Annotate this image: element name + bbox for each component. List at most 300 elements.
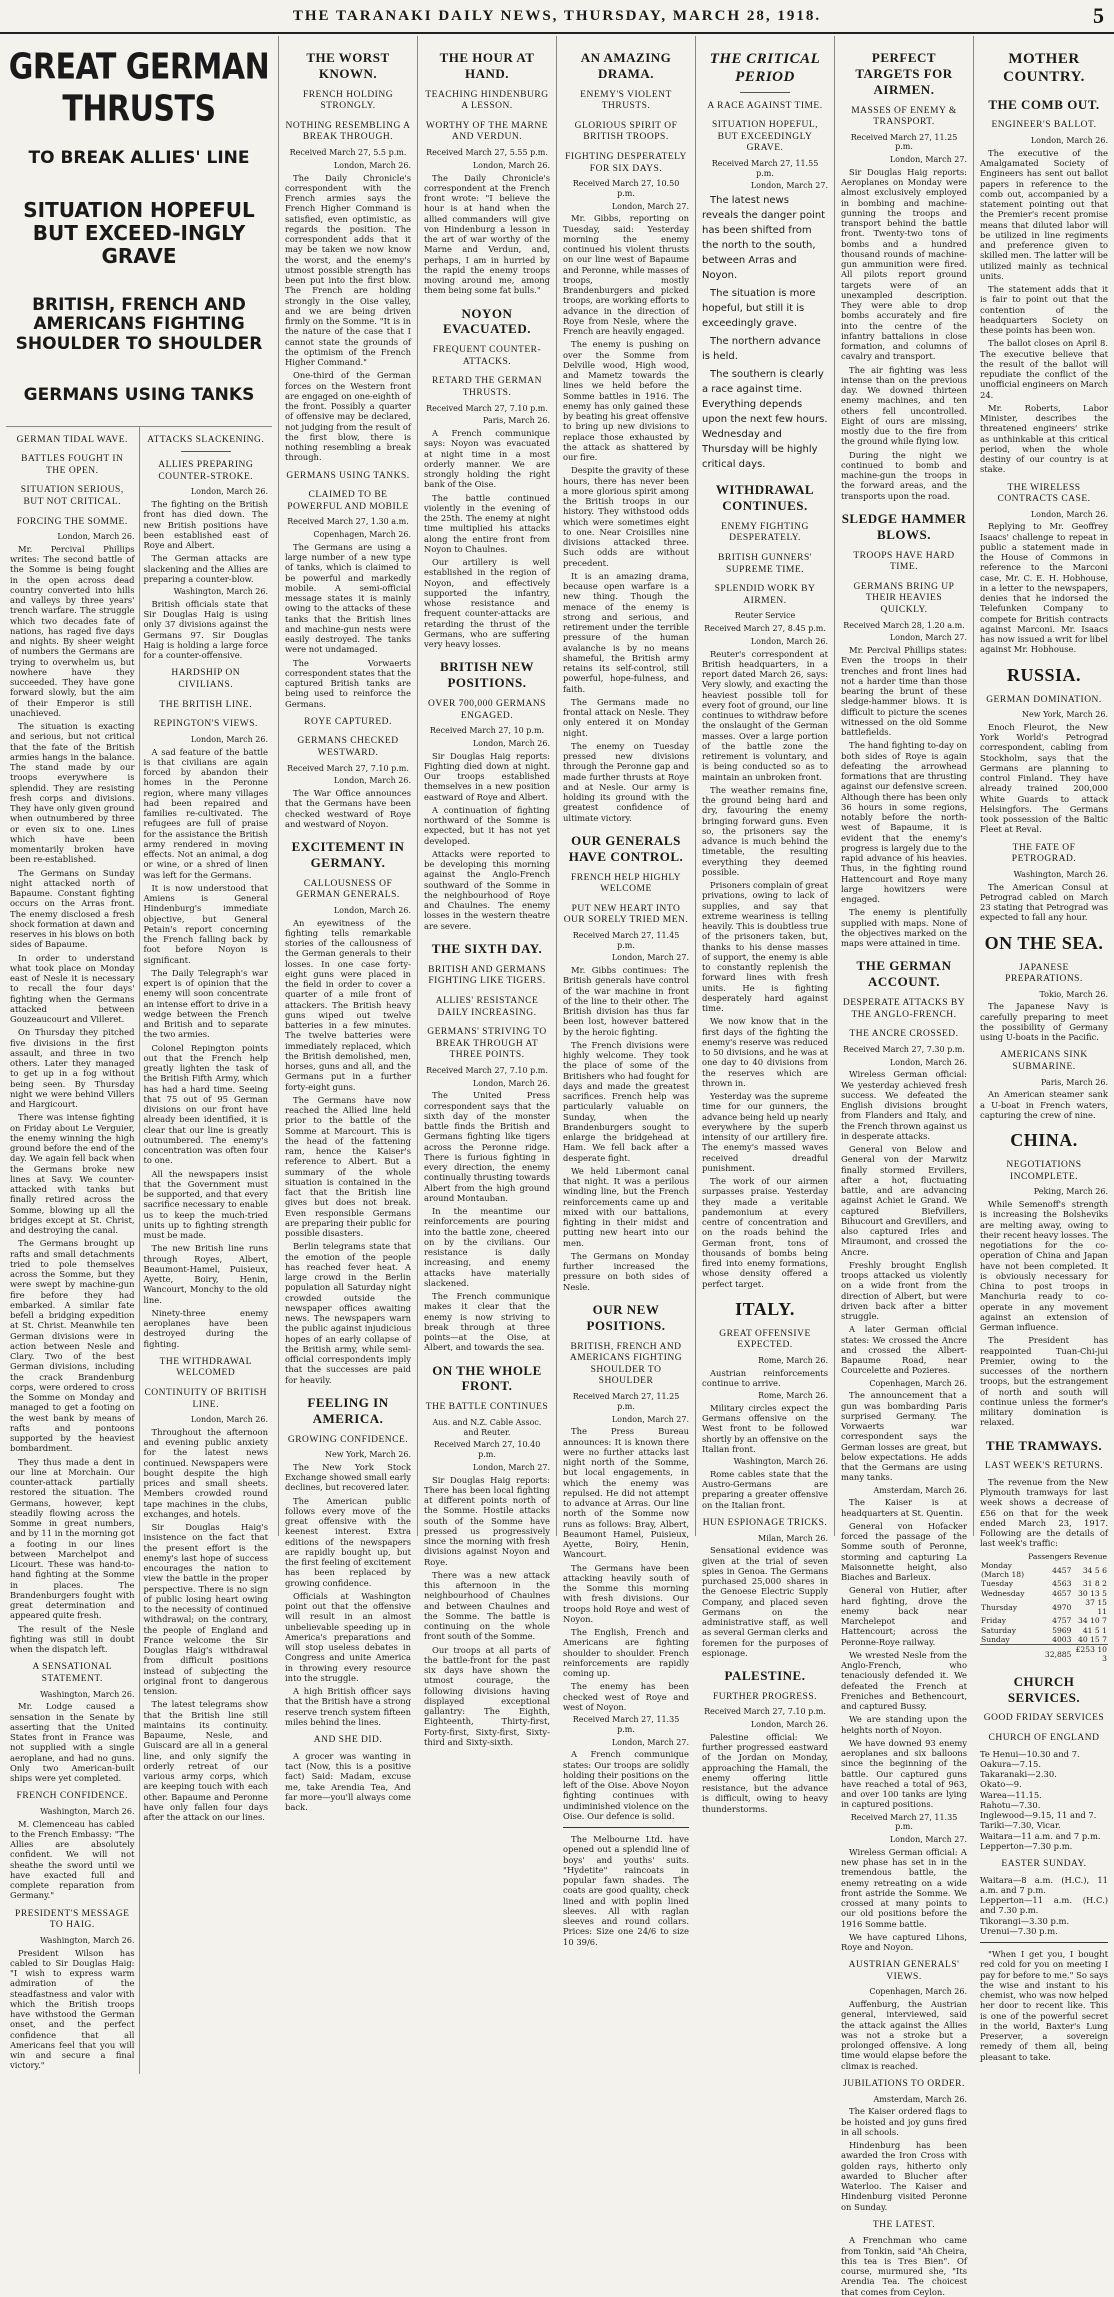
paragraph: Auffenburg, the Austrian general, interviewed, said the attack against the Allies was not a stroke but a prolonged offensive. A long time would elapse before the climax is reached. (841, 1999, 967, 2071)
paragraph: They thus made a dent in our line at Morchain. Our counter-attack partially restored the situation. The Germans, however, kept steadily flowing across the Somme in great numbers, and by 11 in the morning got a footing in our lines between Marchelpot and Licourt. These was hand-to-hand fighting at the Somme in places. The Brandenburgers fought with great determination and appeared quite fresh. (10, 1456, 135, 1621)
paragraph: An eyewitness of the fighting tells remarkable stories of the callousness of the German generals to their losses. In one case forty-eight guns were placed in the field in order to cover a quarter of a mile front of attackers. The British heavy guns wiped out twelve batteries in a few minutes. The twelve batteries were immediately replaced, which the British demolished, men, horses, guns and all, and the Germans put in a further forty-eight guns. (285, 917, 411, 1092)
paragraph: Palestine official: We further progressed eastward of the Jordan on Monday, approaching the Hamali, the enemy offering little resistance, but the advance is difficult, owing to heavy thunderstorms. (702, 1731, 828, 1814)
article-subheading: THE BATTLE CONTINUES (425, 1402, 549, 1413)
service-item: Okato—9. (980, 1779, 1022, 1790)
article-subheading: ENEMY FIGHTING DESPERATELY. (721, 521, 809, 544)
paragraph: Berlin telegrams state that the emotion of the people has reached fever heat. A large crowd in the Berlin population all Saturday night crowded outside the newspaper offices awaiting news. The newspapers warn the public against injudicious hopes of an early collapse of the British army, while semi-official correspondents imply that the successes are paid for heavily. (285, 1241, 411, 1385)
dateline: London, March 27. (611, 1414, 689, 1424)
article-subheading: TEACHING HINDENBURG A LESSON. (425, 89, 549, 112)
article-heading: BRITISH NEW POSITIONS. (440, 659, 534, 691)
dateline: London, March 26. (472, 160, 550, 170)
table-cell: Sunday (981, 1634, 1010, 1644)
table-row (980, 1626, 1108, 1635)
received-line: Received March 27, 10.50 p.m. (572, 179, 680, 198)
table-cell: 30 13 5 (1078, 1588, 1107, 1598)
masthead (0, 0, 1114, 34)
dateline: London, March 26. (190, 487, 268, 497)
paragraph: A sad feature of the battle is that civilians are again forced by abandon their homes in the Peronne region, where many villages had been repaired and families re-cultivated. The refugees are full of praise for the assistance the British army rendered in moving effects. Not an animal, a dog or wine, or a shred of linen was left for the Germans. (143, 746, 268, 880)
article-heading: PERFECT TARGETS FOR AIRMEN. (855, 50, 953, 97)
received-line: Received March 27, 5.5 p.m. (289, 148, 407, 158)
article-heading: THE FATE OF PETROGRAD. (1011, 842, 1077, 865)
paragraph: Colonel Repington points out that the French help greatly lighten the task of the British Fifth Army, which has had a hard time. Seeing that 75 out of 95 German divisions on our front have already been identified, it is clear that our line is greatly outnumbered. The enemy's concentration was often four to one. (143, 1042, 268, 1166)
article-subheading: BATTLES FOUGHT IN THE OPEN. (21, 454, 124, 476)
received-line: Received March 27, 7.10 p.m. (704, 1707, 826, 1717)
article-heading: OUR GENERALS HAVE CONTROL. (568, 832, 684, 864)
article-subheading: TROOPS HAVE HARD TIME. (853, 550, 955, 573)
article-subheading: FIGHTING DESPERATELY FOR SIX DAYS. (565, 152, 687, 174)
dateline: Washington, March 26. (1013, 869, 1108, 879)
received-line: Received March 27, 8.45 p.m. (704, 624, 826, 634)
advertisement: A Frenchman who came from Tonkin, said "Ah Cheira, this tea is Tres Bien". Of course, murmured she, "Its Arendia Tea. The choicest that comes from Ceylon. (841, 2235, 967, 2297)
paragraph: The situation is exacting and serious, but not critical that the fate of the British armies hangs in the balance. The stand made by our troops everywhere is splendid. They are resisting fresh corps and divisions. They have only given ground when outnumbered by three or even six to one. Lines which have been momentarily broken have been re-established. (10, 721, 135, 865)
article-subheading: LAST WEEK'S RETURNS. (984, 1461, 1104, 1472)
received-line: Received March 27, 11.25 p.m. (572, 1392, 680, 1411)
paragraph: Our troops at all parts of the battle-front for the past six days have shown the utmost courage, the following divisions having displayed exceptional gallantry: The Eighth, Eighteenth, Thirty-first, Forty-first, Sixty-first, Sixty-third and Sixty-sixth. (424, 1644, 550, 1747)
article-subheading: WORTHY OF THE MARNE AND VERDUN. (425, 120, 549, 143)
paragraph: Ninety-three enemy aeroplanes have been destroyed during the fighting. (143, 1307, 268, 1349)
paragraph: We now know that in the first days of the fighting the enemy's reserve was reduced to 50 divisions, and he was at one day to 40 divisions from the reserves which are thrown in. (702, 1016, 828, 1088)
service-item: Te Henui—10.30 and 7. (980, 1748, 1080, 1759)
article-heading: NOYON EVACUATED. (443, 305, 531, 337)
large-paragraph: The latest news reveals the danger point has been shifted from the north to the south, between Arras and Noyon. (702, 195, 826, 282)
paragraph: The French communique makes it clear that the enemy is now striving to break through at three points—at the Oise, at Albert, and towards the sea. (424, 1291, 550, 1353)
headline-3: SITUATION HOPEFUL BUT EXCEED-INGLY GRAVE (23, 197, 255, 268)
dateline: London, March 27. (611, 953, 689, 963)
service-item: Tikorangi—3.30 p.m. (980, 1915, 1070, 1926)
article-heading: ATTACKS SLACKENING. (147, 434, 265, 445)
article-subheading: NEGOTIATIONS INCOMPLETE. (1006, 1160, 1082, 1182)
paragraph: During the night we continued to bomb and machine-gun the troops in the forward areas, and the transports upon the road. (841, 449, 967, 501)
dateline: London, March 27. (472, 1462, 550, 1472)
article-subheading: SITUATION SERIOUS, BUT NOT CRITICAL. (20, 485, 124, 508)
column-6 (834, 36, 973, 2297)
large-paragraph: The situation is more hopeful, but still it is exceedingly grave. (702, 288, 816, 330)
paragraph: We have downed 93 enemy aeroplanes and six balloons since the beginning of the battle. Our captured guns have reached a total of 963, and over 100 tanks are lying in captured positions. (841, 1737, 967, 1810)
paragraph: The executive of the Amalgamated Society of Engineers has sent out ballot papers in reference to the comb out, accompanied by a statement pointing out that the Premier's recent promise means that diluted labor will be utilized in line regiments and preference given to skilled men. The latter will be utilized mainly as technical units. (980, 147, 1108, 281)
article-subheading: FRENCH HELP HIGHLY WELCOME (570, 872, 682, 895)
paragraph: The President has reappointed Tuan-Chi-jui Premier, owing to the successes of the northern troops, but the estrangement of north and south will continue unless the former's military domination is relaxed. (980, 1335, 1108, 1428)
table-cell: 34 5 6 (1082, 1565, 1107, 1575)
article-heading: FRENCH CONFIDENCE. (16, 1791, 128, 1802)
dateline: London, March 27. (611, 1737, 689, 1747)
table-cell: 5969 (1052, 1625, 1072, 1635)
dateline: Copenhagen, March 26. (313, 530, 411, 540)
columns (0, 36, 1114, 2297)
paragraph: The fighting on the British front has died down. The new British positions have been established east of Roye and Albert. (143, 499, 268, 551)
article-heading: GERMAN TIDAL WAVE. (16, 434, 128, 445)
article-heading: PALESTINE. (724, 1668, 806, 1684)
paragraph: There was a new attack this afternoon in the neighbourhood of Chaulnes and between Chaulnes and the Somme. The battle is continuing on the whole front south of the Somme. (424, 1569, 550, 1642)
paragraph: General von Hutier, after hard fighting, drove the enemy back near Marchelepot and Hattencourt; across the Peronne-Roye railway. (841, 1585, 967, 1647)
paragraph: A high British officer says that the British have a strong reserve trench system fifteen miles behind the lines. (285, 1686, 411, 1727)
table-cell (980, 1645, 1027, 1664)
column-4 (556, 36, 695, 1947)
dateline: Amsterdam, March 26. (873, 1485, 967, 1495)
paragraph: The Press Bureau announces: It is known there were no further attacks last night north of the Somme, but local engagements, in which the enemy was repulsed. He did not attempt to advance at Arras. Our line north of the Somme now runs as follows: Bray, Albert, Beaumont Hamel, Puisieux, Ayette, Boiry, Henin, Wancourt. (563, 1426, 689, 1560)
tramway-returns-table (980, 1552, 1108, 1664)
received-line: Received March 27, 5.55 p.m. (426, 148, 548, 158)
paragraph: All the newspapers insist that the Government must be supported, and that every sacrifice necessary to enable us to keep the much-tried units up to fighting strength must be made. (143, 1168, 268, 1241)
paragraph: The new British line runs through Royes, Albert, Beaumont-Hamel, Puisieux, Ayette, Boiry, Henin, Wancourt, Monchy to the old line. (143, 1243, 268, 1305)
article-subheading: GLORIOUS SPIRIT OF BRITISH TROOPS. (574, 120, 678, 143)
article-subheading: JAPANESE PREPARATIONS. (1005, 962, 1083, 985)
paragraph: Hindenburg has been awarded the Iron Cross with golden rays, hitherto only awarded to Blucher after Waterloo. The Kaiser and Hindenburg visited Peronne on Sunday. (841, 2140, 967, 2212)
paragraph: The Germans on Monday further increased the pressure on both sides of Nesle. (563, 1250, 689, 1292)
article-subheading: FURTHER PROGRESS. (712, 1691, 817, 1702)
divider (980, 1942, 1108, 1943)
article-subheading: FREQUENT COUNTER-ATTACKS. (432, 345, 542, 367)
paragraph: It is an amazing drama, because open warfare is a new thing. Though the menace of the enemy is strong and serious, and retirement under the terrible pressure of the human avalanche is by no means shameful, the British army retains its self-control, still powerful, hope-fulness, and faith. (563, 570, 689, 694)
dateline: London, March 26. (190, 734, 268, 744)
paragraph: The statement adds that it is fair to point out that the contention of the headquarters Society on these points has been won. (980, 284, 1108, 336)
paragraph: The French divisions were highly welcome. They took the place of some of the Britishers who had fought for days and made the greatest sacrifices. French help was particularly valuable on Sunday, when the Brandenburgers sought to enlarge the bridgehead at Ham. We fell back after a desperate fight. (563, 1039, 689, 1163)
paragraph: Reuter's correspondent at British headquarters, in a report dated March 26, says: Very slowly, and exacting the heaviest possible toll for every foot of ground, our line continues to withdraw before the onslaught of the German masses. Over a large portion of the battle zone the retirement is voluntary, and is being conducted so as to maintain an unbroken front. (702, 648, 828, 782)
paragraph: A continuation of fighting northward of the Somme is expected, but it has not yet developed. (424, 804, 550, 846)
table-cell: 32,885 (1044, 1649, 1072, 1659)
dateline: Washington, March 26. (40, 1689, 135, 1699)
table-header-row (980, 1552, 1108, 1561)
received-line: Received March 27, 1.30 a.m. (287, 517, 409, 527)
article-subheading: GERMANS CHECKED WESTWARD. (297, 736, 399, 758)
table-cell: 34 10 7 (1078, 1616, 1107, 1626)
article-heading: THE WORST KNOWN. (306, 50, 390, 81)
dateline: Washington, March 26. (40, 1935, 135, 1945)
received-line: Received March 27, 7.30 p.m. (843, 1044, 965, 1054)
paragraph: Replying to Mr. Geoffrey Isaacs' challenge to repeat in public a statement made in the House of Commons in reference to the Marconi case, Mr. C. E. H. Hobhouse, in a letter to the newspapers, denies that he indorsed the Telefunken Company to compete for British contracts against Marconi. Mr. Isaacs has now issued a writ for libel against Mr. Hobhouse. (980, 521, 1108, 655)
article-heading: THE WIRELESS CONTRACTS CASE. (997, 482, 1091, 505)
paragraph: The German attacks are slackening and the Allies are preparing a counter-blow. (143, 553, 268, 584)
dateline: Peking, March 26. (1033, 1187, 1108, 1197)
section-heading: ON THE SEA. (984, 932, 1104, 953)
paragraph: There was intense fighting on Friday about Le Verguier, the enemy winning the high ground before the end of the day. We again fell back when the Germans broke new lines at Savy. We counter-attacked with tanks but finally retired across the Somme, blowing up all the bridges except at St. Christ, and destroying the canal. (10, 1112, 135, 1236)
paragraph: Wireless German official: A new phase has set in in the tremendous battle, the enemy retreating on a wide front astride the Somme. We crossed at many points to our old positions before the 1916 Somme battle. (841, 1846, 967, 1929)
article-heading: OUR NEW POSITIONS. (586, 1301, 666, 1333)
paragraph: The enemy is plentifully supplied with maps. None of the objectives marked on the maps were attained in time. (841, 907, 967, 949)
dateline: London, March 26. (472, 738, 550, 748)
dateline: Washington, March 26. (173, 587, 268, 597)
received-line: Reuter Service (734, 611, 796, 621)
article-subheading: PUT NEW HEART INTO OUR SORELY TRIED MEN. (563, 903, 689, 926)
table-cell: 37 15 11 (1085, 1597, 1107, 1617)
dateline: Amsterdam, March 26. (873, 2094, 967, 2104)
article-heading: THE CRITICAL PERIOD (709, 51, 821, 86)
dateline: London, March 27. (889, 633, 967, 643)
paragraph: A French communique states: Our troops are solidly holding their positions on the left of the Oise. Above Noyon fighting continues with undiminished violence on the Oise. Our defence is solid. (563, 1749, 689, 1821)
paragraph: We held Libermont canal that night. It was a perilous winding line, but the French reinforcements came up and mixed with our battalions, fighting in their midst and putting new heart into our men. (563, 1165, 689, 1248)
service-item: Waitara—11 a.m. and 7 p.m. (980, 1830, 1101, 1841)
dateline: London, March 27. (611, 201, 689, 211)
received-line: Received March 27, 7.10 p.m. (426, 1065, 548, 1075)
paragraph: Sir Douglas Haig reports: There has been local fighting at different points north of the Somme. Hostile attacks south of the Somme have pressed us progressively since the morning with fresh divisions against Noyon and Roye. (424, 1474, 550, 1567)
paragraph: The Kaiser is at headquarters at St. Quentin. (841, 1497, 967, 1518)
paragraph: Mr. Lodge caused a sensation in the Senate by asserting that the United States front in France was not supplied with a single aeroplane, and had no guns. Only two American-built ships were yet completed. (10, 1701, 135, 1784)
article-subheading: ENGINEER'S BALLOT. (991, 120, 1097, 131)
article-subheading: CALLOUSNESS OF GERMAN GENERALS. (296, 878, 400, 901)
article-subheading: ALLIES' RESISTANCE DAILY INCREASING. (435, 995, 539, 1018)
paragraph: Mr. Gibbs continues: The British generals have control of the war machine in front of the line to their other. The British division has thus far been lost, however battered by the heroic fighting. (563, 965, 689, 1037)
received-line: Received March 27, 10 p.m. (429, 726, 545, 736)
paragraph: While Semenoff's strength is increasing the Bolsheviks are melting away, owing to their recent heavy losses. The negotiations for the co-operation of China and Japan have not been completed. It is obviously necessary for China to post troops in Manchuria ready to co-operate in any movement against an extension of German influence. (980, 1199, 1108, 1332)
advertisement: The Melbourne Ltd. have opened out a splendid line of boys' and youths' suits. "Hydetite" raincoats in popular fawn shades. The coats are good quality, check lined and with poplin lined sleeves. All with raglan sleeves and round collars. Prices: Size one 24/6 to size 10 39/6. (563, 1834, 689, 1947)
paragraph: The United Press correspondent says that the sixth day of the monster battle finds the British and Germans fighting like tigers across the Peronne ridge. There is furious fighting in every direction, the enemy continually thrusting towards Albert from the high ground around Montauban. (424, 1090, 550, 1203)
dateline: Rome, March 26. (758, 1391, 828, 1401)
paragraph: It is now understood that Amiens is General Hindenburg's immediate objective, but General Petain's report concerning the French falling back by foot before Noyon is significant. (143, 882, 268, 965)
dateline: Copenhagen, March 26. (869, 1378, 967, 1388)
article-heading: WITHDRAWAL CONTINUES. (715, 482, 815, 514)
divider (740, 92, 790, 93)
article-subheading: CHURCH OF ENGLAND (988, 1732, 1100, 1743)
dateline: London, March 26. (1030, 136, 1108, 146)
article-subheading: A RACE AGAINST TIME. (707, 100, 823, 111)
received-line: Received March 27, 10.40 p.m. (433, 1440, 541, 1460)
article-subheading: BRITISH GUNNERS' SUPREME TIME. (718, 553, 812, 575)
paragraph: We are standing upon the heights north of Noyon. (841, 1714, 967, 1735)
article-subheading: SITUATION HOPEFUL, BUT EXCEEDINGLY GRAVE. (711, 120, 819, 154)
dateline: Paris, March 26. (1040, 1077, 1108, 1087)
paragraph: Wireless German official: We yesterday achieved fresh success. We defeated the English divisions brought from Flanders and Italy, and the French thrown against us in desperate attacks. (841, 1069, 967, 1141)
paragraph: M. Clemenceau has cabled to the French Embassy: "The Allies are absolutely confident. We will not sheathe the sword until we have exacted full and complete reparation from Germany." (10, 1818, 135, 1901)
article-heading: CHURCH SERVICES. (1007, 1673, 1081, 1705)
table-cell: 4003 (1052, 1634, 1072, 1644)
dateline: Milan, March 26. (758, 1533, 828, 1543)
table-cell: 4970 (1052, 1602, 1072, 1612)
article-heading: PRESIDENT'S MESSAGE TO HAIG. (15, 1908, 130, 1931)
service-item: Tariki—7.30, Vicar. (980, 1820, 1061, 1831)
article-subheading: SPLENDID WORK BY AIRMEN. (714, 584, 816, 606)
article-subheading: GERMANS BRING UP THEIR HEAVIES QUICKLY. (853, 581, 955, 616)
article-subheading: THE BRITISH LINE. (159, 699, 253, 710)
article-heading: JUBILATIONS TO ORDER. (843, 2078, 965, 2089)
dateline: New York, March 26. (1022, 710, 1108, 720)
table-cell: 4563 (1052, 1579, 1072, 1589)
paragraph: British officials state that Sir Douglas Haig is using only 37 divisions against the Germans 97. Sir Douglas Haig is holding a large force for a counter-offensive. (143, 598, 268, 661)
paragraph: Mr. Roberts, Labor Minister, describes the threatened engineers' strike as unthinkable at this critical period, when the whole destiny of our country is at stake. (980, 402, 1108, 475)
paragraph: The Daily Telegraph's war expert is of opinion that the enemy will soon concentrate an intense effort to drive in a wedge between the French and British and to separate the two armies. (143, 967, 268, 1040)
paragraph: Sensational evidence was given at the trial of seven spies in Genoa. The Germans purchased 25,000 shares in the Genoese Electric Supply Company, and placed seven Germans on the administrative staff, as well as several German clerks and foremen for the purposes of espionage. (702, 1545, 828, 1658)
dateline: London, March 26. (472, 1078, 550, 1088)
column-1-split (6, 426, 272, 2074)
article-subheading: MASSES OF ENEMY & TRANSPORT. (851, 105, 957, 128)
paragraph: The enemy on Tuesday pressed new divisions through the Peronne gap and made further thrusts at Roye and at Nesle. Our army is holding its ground with the greatest confidence of ultimate victory. (563, 740, 689, 823)
paragraph: Enoch Fleurot, the New York World's Petrograd correspondent, cabling from Stockholm, says that the Germans are planning to control Finland. They have already trained 200,000 White Guards to attack Helsingfors. The Germans took possession of the Baltic Fleet at Reval. (980, 721, 1108, 835)
table-cell: 40 15 7 (1078, 1634, 1107, 1644)
received-line: Received March 27, 11.25 p.m. (850, 132, 958, 152)
service-item: Oakura—7.15. (980, 1758, 1042, 1769)
table-row (980, 1561, 1108, 1580)
table-cell: 4657 (1052, 1588, 1072, 1598)
service-list (980, 1875, 1108, 1937)
paragraph: The American public follows every move of the great offensive with the keenest interest. Extra editions of the newspapers are rapidly bought up, but the first feeling of excitement has been replaced by growing confidence. (285, 1495, 411, 1588)
paragraph: The Germans on Sunday night attacked north of Bapaume. Constant fighting occurs on the Arras front. The enemy disclosed a fresh shock formation at dawn and reserves in his blows on both sides of Bapaume. (10, 867, 135, 950)
service-item: Rahotu—7.30. (980, 1799, 1041, 1810)
dateline: London, March 26. (190, 1415, 268, 1425)
received-line: Received March 27, 11.35 p.m. (572, 1715, 680, 1734)
received-line: Received March 27, 11.45 p.m. (572, 930, 680, 950)
paragraph: The Daily Chronicle's correspondent with the French armies says the French Higher Command is satisfied, even optimistic, as regards the position. The correspondent adds that it may be taken we now know the worst, and the enemy's utmost possible strength has been put into the first blow. The French are holding strongly in the Oise valley, and we are being driven firmly on the Somme. "It is in the nature of the case that I cannot state the grounds of the optimism of the French Higher Command." (285, 172, 411, 368)
article-subheading: AMERICANS SINK SUBMARINE. (1000, 1050, 1088, 1073)
paragraph: Sir Douglas Haig reports: Aeroplanes on Monday were almost exclusively employed in bombing and machine-gunning the troops and transport behind the battle front. Twenty-two tons of bombs and a hundred thousand rounds of machine-gun ammunition were fired. All pilots report ground targets were of an unexampled description. They were able to drop bombs accurately and fire into the centre of the infantry battalions in close formation, and columns of cavalry and transport. (841, 166, 967, 362)
paragraph: On Thursday they pitched five divisions in the first assault, and three in two others. Later they managed to get up in a fog without being seen. By Thursday night we were behind Villers and Hargicourt. (10, 1027, 135, 1110)
advertisement: "When I get you, I bought red cold for you on meeting I pay for before to me." So says the wise and instant to his chemist, who was now helped her door to recent like. This is one of the powerful secret in the world, Baxter's Lung Preserver, a sovereign remedy of them all, being pleasant to take. (980, 1949, 1108, 2062)
service-item: Warea—11.15. (980, 1789, 1042, 1800)
service-item: Lepperton—7.30 p.m. (980, 1840, 1073, 1851)
divider (563, 1827, 689, 1828)
paragraph: An American steamer sank a U-boat in French waters, capturing the crew of nine. (980, 1089, 1108, 1120)
service-item: Lepperton—11 a.m. (H.C.) and 7.30 p.m. (980, 1895, 1108, 1916)
dateline: Copenhagen, March 26. (869, 1987, 967, 1997)
dateline: London, March 27. (889, 1835, 967, 1845)
article-subheading: NOTHING RESEMBLING A BREAK THROUGH. (285, 120, 411, 143)
article-heading: FEELING IN AMERICA. (307, 1394, 389, 1426)
table-cell: Saturday (981, 1625, 1016, 1635)
paragraph: The hand fighting to-day on both sides of Roye is again defeating the arrowhead formations that are thrusting against our defensive screen. Although there has been only 36 hours in some regions, notably before the north-west of Bapaume, it is evident that the enemy's progress is largely due to the rapid advance of his heavies. Thus, in the fighting round Hattencourt and Roye many large howitzers were engaged. (841, 740, 967, 905)
column-5 (695, 36, 834, 1814)
paragraph: Prisoners complain of great privations, owing to lack of supplies, and say that extreme weariness is telling heavily. This is doubtless true of the prisoners taken, but, thanks to his dense masses of support, the enemy is able to constantly replenish the forward lines with fresh units. He is fighting desperately hard against time. (702, 880, 828, 1014)
dateline: London, March 26. (57, 532, 135, 542)
article-heading: HUN ESPIONAGE TRICKS. (702, 1517, 828, 1528)
dateline: London, March 26. (1030, 509, 1108, 519)
table-cell: 31 8 2 (1082, 1579, 1107, 1589)
table-cell: 41 5 1 (1082, 1625, 1107, 1635)
section-heading: CHINA. (1010, 1130, 1078, 1151)
paragraph: A later German official states: We crossed the Ancre and crossed the Albert-Bapaume Road, near Courcelette and Pozieres. (841, 1324, 967, 1376)
paragraph: Freshly brought English troops attacked us violently on a wide front from the direction of Albert, but were driven back after a bitter struggle. (841, 1259, 967, 1322)
article-heading: AND SHE DID. (313, 1735, 383, 1746)
article-heading: A SENSATIONAL STATEMENT. (32, 1662, 113, 1685)
paragraph: The latest telegrams show that the British line still maintains its continuity. Bapaume, Nesle, and Guiscard are all in a general line, and only signify the orderly retreat of our various army corps, which are keeping touch with each other. Bapaume and Peronne have only fallen four days after the attack on our lines. (143, 1699, 268, 1823)
paragraph: The announcement that a gun was bombarding Paris surprised Germany. The Vorwaerts war correspondent says the German losses are great, but below expectations. He adds that the Germans are using many tanks. (841, 1390, 967, 1483)
paragraph: The American Consul at Petrograd cabled on March 23 stating that Petrograd was expected to fall any hour. (980, 881, 1108, 923)
received-line: Received March 27, 7.10 p.m. (287, 763, 409, 773)
dateline: London, March 26. (333, 160, 411, 170)
paragraph: Officials at Washington point out that the offensive will result in an almost unbelievable speeding up in America's preparations and will stop useless debates in Congress and unite America in throwing every resource into the struggle. (285, 1590, 411, 1683)
paragraph: General von Hofacker forced the passage of the Somme south of Peronne, storming and capturing La Maisonnette height, also Biaches and Barleux. (841, 1520, 967, 1583)
table-cell: Tuesday (981, 1579, 1014, 1589)
article-subheading: GREAT OFFENSIVE EXPECTED. (719, 1328, 811, 1351)
table-cell: £253 10 3 (1075, 1645, 1107, 1664)
column-2 (278, 36, 417, 1812)
paragraph: Mr. Percival Phillips writes: The second battle of the Somme is being fought in the open across dead country converted into hills and valleys by three years' trench warfare. The struggle which two decades fate of nations, has raged five days and nights. By sheer weight of numbers the Germans are trying to overwhelm us, but nowhere have they succeeded. They have gone forward slowly, but the aim of their Emperor is still unachieved. (10, 543, 135, 718)
table-cell: Thursday (981, 1602, 1018, 1612)
paragraph: The Daily Chronicle's correspondent at the French front wrote: "I believe the hour is at hand when the allied commanders will give von Hindenburg a lesson in the art of war worthy of the Marne and Verdun, and, perhaps, I am in hurried by the rapid the enemy troops moving around me, among them being some fat bulls." (424, 172, 550, 296)
article-heading: THE WITHDRAWAL WELCOMED (159, 1356, 252, 1379)
paragraph: Military circles expect the Germans offensive on the West front to be followed shortly by an offensive on the Italian front. (702, 1402, 828, 1454)
dateline: London, March 26. (889, 1057, 967, 1067)
paragraph: The battle continued violently in the evening of the 25th. The enemy at night time multiplied his attacks along the entire front from Noyon to Chaulnes. (424, 492, 550, 554)
article-heading: HARDSHIP ON CIVILIANS. (171, 668, 241, 691)
column-1-left (6, 427, 139, 2074)
article-subheading: THE ANCRE CROSSED. (849, 1029, 959, 1040)
article-subheading: ALLIES PREPARING COUNTER-STROKE. (158, 460, 254, 482)
article-heading: SLEDGE HAMMER BLOWS. (841, 510, 967, 542)
paragraph: Our artillery is well established in the region of Noyon, and effectively supported the infantry, whose resistance and frequent counter-attacks are retarding the thrust of the Germans, who are suffering very heavy losses. (424, 557, 550, 650)
paragraph: Throughout the afternoon and evening public anxiety for the latest news continued. Newspapers were bought despite the high prices and small sheets. Members crowded round tape machines in the clubs, exchanges, and hotels. (143, 1426, 268, 1519)
headline-2: TO BREAK ALLIES' LINE (28, 148, 250, 168)
paragraph: We have captured Lihons, Roye and Noyon. (841, 1931, 967, 1953)
article-heading: THE GERMAN ACCOUNT. (856, 958, 952, 990)
paragraph: The Vorwaerts correspondent states that the captured British tanks are being used to reinforce the Germans. (285, 657, 411, 709)
paragraph: A grocer was wanting in tact (Now, this is a positive fact) Said: Madam, excuse me, take Arendia Tea, And far more—you'll always come back. (285, 1750, 411, 1812)
paragraph: The Germans brought up rafts and small detachments tried to pole themselves across the Somme, but they were swept by machine-gun fire before they had embarked. A similar fate befell a bridging expedition at St. Christ. Meanwhile ten German divisions were in action between Nesle and Clary. Two of the best German divisions, including the crack Brandenburg corps, were ordered to cross the Somme on Monday and managed to get a footing on the west bank by means of rafts and pontoons supported by the heaviest bombardment. (10, 1238, 135, 1454)
dateline: Washington, March 26. (733, 1457, 828, 1467)
paragraph: Yesterday was the supreme time for our gunners, the advance being held up nearly everywhere by the superb intensity of our artillery fire. The enemy's massed waves received dreadful punishment. (702, 1091, 828, 1173)
article-subheading: GERMAN DOMINATION. (986, 694, 1102, 705)
masthead-title: THE TARANAKI DAILY NEWS, THURSDAY, MARCH 28, 1918. (292, 7, 822, 24)
article-heading: GERMANS USING TANKS. (286, 470, 410, 481)
article-subheading: EASTER SUNDAY. (1001, 1859, 1087, 1870)
table-row (980, 1616, 1108, 1625)
dateline: London, March 26. (333, 905, 411, 915)
table-row (980, 1589, 1108, 1598)
paragraph: The weather remains fine, the ground being hard and dry, favouring the enemy bringing forward guns. Even so, the prisoners say the advance is much behind the timetable, the resulting everything they deemed possible. (702, 784, 828, 877)
article-heading: THE LATEST. (872, 2219, 936, 2230)
paragraph: The enemy has been checked west of Roye and west of Noyon. (563, 1681, 689, 1712)
article-heading: THE COMB OUT. (988, 96, 1100, 112)
paragraph: The Germans made no frontal attack on Nesle. They only entered it on Monday night. (563, 696, 689, 738)
paragraph: The air fighting was less intense than on the previous day. We downed thirteen enemy machines, and ten others fell uncontrolled. Eight of ours are missing, mostly due to the fire from the ground while flying low. (841, 364, 967, 447)
paragraph: The work of our airmen surpasses praise. Yesterday they made a veritable pandemonium at every centre of concentration and on the roads behind the German front, tons of thousands of bombs being fired into enemy formations, whose density offered a perfect target. (702, 1176, 828, 1289)
large-paragraph: The northern advance is held. (702, 336, 821, 363)
page-number: 5 (1093, 3, 1104, 28)
paragraph: Mr. Gibbs, reporting on Tuesday, said: Yesterday morning the enemy continued his violent thrusts on our line west of Bapaume and Peronne, while masses of troops, mostly Brandenburgers and picked troops, are working efforts to advance in the direction of Roye from Nesle, where the French are heavily engaged. (563, 213, 689, 337)
paragraph: The Germans have now reached the Allied line held prior to the battle of the Somme at Marcourt. This is the head of the fattening ram, hence the Kaiser's reference to Albert. But a summary of the whole situation is contained in the fact that the British line gives but does not break. Even responsible Germans are preparing their public for possible disasters. (285, 1094, 411, 1239)
paragraph: The Germans have been attacking heavily south of the Somme this morning with fresh divisions. Our troops hold Roye and west of Noyon. (563, 1562, 689, 1624)
article-heading: EXCITEMENT IN GERMANY. (291, 839, 405, 870)
service-item: Inglewood—9.15, 11 and 7. (980, 1810, 1097, 1821)
article-subheading: GERMANS' STRIVING TO BREAK THROUGH AT THREE POINTS. (427, 1027, 547, 1061)
paragraph: The New York Stock Exchange showed small early declines, but recovered later. (285, 1461, 411, 1493)
article-subheading: CONTINUITY OF BRITISH LINE. (144, 1387, 268, 1410)
paragraph: The War Office announces that the Germans have been checked westward of Roye and westward of Noyon. (285, 788, 411, 829)
table-cell: Friday (981, 1616, 1007, 1626)
table-row (980, 1598, 1108, 1617)
article-heading: AUSTRIAN GENERALS' VIEWS. (848, 1960, 960, 1982)
paragraph: In order to understand what took place on Monday east of Nesle it is necessary to recall the four days' fighting when the Germans attacked between Gouzeaucourt and Villeret. (10, 952, 135, 1025)
table-row (980, 1579, 1108, 1588)
paragraph: Attacks were reported to be developing this morning against the Anglo-French southward of the Somme in the neighbourhood of Roye and Chaulnes. The enemy losses in the western theatre are severe. (424, 848, 550, 931)
article-heading: ON THE WHOLE FRONT. (432, 1362, 542, 1394)
article-subheading: REPINGTON'S VIEWS. (153, 719, 258, 730)
service-item: Waitara—8 a.m. (H.C.), 11 a.m. and 7 p.m. (980, 1874, 1108, 1895)
article-heading: ROYE CAPTURED. (304, 716, 392, 727)
received-line: Received March 27, 11.55 p.m. (711, 158, 819, 178)
paragraph: The result of the Nesle fighting was still in doubt when the dispatch left. (10, 1623, 135, 1655)
table-header: Revenue (1073, 1551, 1107, 1561)
paragraph: The Germans are using a large number of a new type of tanks, which is claimed to be powerful and markedly mobile. A semi-official message states it is mainly owing to the attacks of these tanks that the British lines and machine-gun nests were easily destroyed. The tanks were not undamaged. (285, 541, 411, 655)
paragraph: Sir Douglas Haig's insistence on the fact that the present effort is the enemy's last hope of success encourages the nation to view the battle in the proper perspective. There is no sign of public losing heart owing to the necessity of continued withdrawal; on the contrary, the people of England and France welcome the Sir Douglas Haig's withdrawal from difficult positions instead of subjecting the original front to dangerous tension. (143, 1522, 268, 1697)
headline-4: BRITISH, FRENCH AND AMERICANS FIGHTING SHOULDER TO SHOULDER (15, 294, 263, 354)
table-cell: 4457 (1052, 1565, 1072, 1575)
article-subheading: CLAIMED TO BE POWERFUL AND MOBILE (287, 490, 409, 512)
table-cell: Wednesday (981, 1588, 1025, 1598)
paragraph: Despite the gravity of these hours, there has never been a more glorious spirit among the British troops in our history. They withstood odds which were sometimes eight to one. Near Croisilles nine divisions attacked three. Such odds are without precedent. (563, 465, 689, 568)
article-subheading: ENEMY'S VIOLENT THRUSTS. (580, 89, 672, 112)
received-line: Aus. and N.Z. Cable Assoc. and Reuter. (432, 1417, 542, 1437)
paragraph: A French communique says: Noyon was evacuated at night time in a most orderly manner. We are strongly holding the right bank of the Oise. (424, 428, 550, 490)
main-headline: GREAT GERMAN THRUSTS (8, 45, 270, 130)
article-subheading: BRITISH, FRENCH AND AMERICANS FIGHTING SHOULDER TO SHOULDER (569, 1341, 683, 1387)
table-header (980, 1552, 1027, 1561)
section-heading: RUSSIA. (1006, 664, 1082, 685)
paragraph: In the meantime our reinforcements are pouring into the battle zone, cheered on by the civilians. Our resistance is daily increasing, and enemy attacks have materially slackened. (424, 1206, 550, 1288)
dateline: Washington, March 26. (40, 1806, 135, 1816)
table-total-row (980, 1645, 1108, 1664)
dateline: Tokio, March 26. (1039, 989, 1108, 999)
article-subheading: FRENCH HOLDING STRONGLY. (302, 89, 394, 112)
article-subheading: FORCING THE SOMME. (16, 516, 128, 527)
paragraph: We wrested Nesle from the Anglo-French, who tenaciously defended it. We defeated the French at Freniches and Bethencourt, and captured Bussy. (841, 1649, 967, 1712)
section-heading: MOTHER COUNTRY. (1003, 51, 1085, 86)
